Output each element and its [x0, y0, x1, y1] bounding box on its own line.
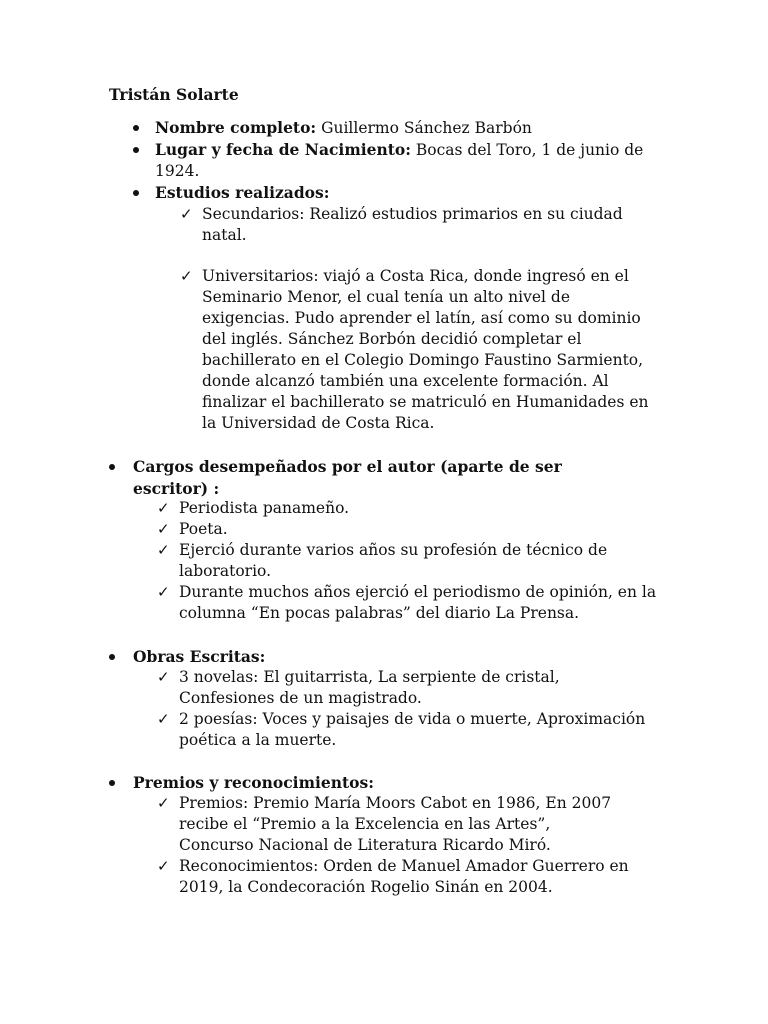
- cargos-item-text: Periodista panameño.: [179, 499, 350, 517]
- premios-item: [157, 856, 657, 898]
- cargos-item-text: Ejerció durante varios años su profesión de técnico de laboratorio.: [179, 541, 608, 580]
- premios-item: [157, 793, 657, 856]
- estudios-item-universitarios: [180, 266, 660, 434]
- premios-item-text: Premios: Premio María Moors Cabot en 1986, En 2007 recibe el “Premio a la Excelencia en las Artes”, Concurso Nacional de Literatura Ricardo Miró.: [179, 794, 612, 854]
- nombre-value: Guillermo Sánchez Barbón: [316, 119, 532, 137]
- estudios-text: Secundarios: Realizó estudios primarios en su ciudad natal.: [202, 205, 623, 244]
- checkmark-icon: ✓: [157, 668, 170, 686]
- lugar-label: Lugar y fecha de Nacimiento:: [155, 140, 411, 159]
- checkmark-icon: ✓: [157, 520, 170, 538]
- page-title: Tristán Solarte: [109, 85, 239, 104]
- estudios-text: Universitarios: viajó a Costa Rica, donde ingresó en el Seminario Menor, el cual tenía un alto nivel de exigencias. Pudo aprender el latín, así como su dominio del inglés. Sánchez Borbón decidió completar el bachillerato en el Colegio Domingo Faustino Sarmiento, donde alcanzó también una excelente formación. Al finalizar el bachillerato se matriculó en Humanidades en la Universidad de Costa Rica.: [202, 267, 649, 432]
- bullet-icon: [109, 654, 115, 660]
- list-item-lugar: [133, 139, 653, 182]
- obras-item-text: 2 poesías: Voces y paisajes de vida o muerte, Aproximación poética a la muerte.: [179, 710, 646, 749]
- checkmark-icon: ✓: [157, 794, 170, 812]
- checkmark-icon: ✓: [157, 710, 170, 728]
- list-item-estudios: [133, 182, 653, 204]
- obras-item-text: 3 novelas: El guitarrista, La serpiente de cristal, Confesiones de un magistrado.: [179, 668, 560, 707]
- checkmark-icon: ✓: [157, 583, 170, 601]
- cargos-item: [157, 498, 657, 519]
- list-item-obras: [109, 646, 629, 668]
- list-item-premios: [109, 772, 629, 794]
- list-item-nombre: [133, 117, 653, 139]
- cargos-label: Cargos desempeñados por el autor (aparte de ser escritor) :: [133, 457, 562, 498]
- lugar-value: Bocas del Toro, 1 de junio de 1924.: [155, 141, 644, 180]
- premios-item-text: Reconocimientos: Orden de Manuel Amador Guerrero en 2019, la Condecoración Rogelio Sinán en 2004.: [179, 857, 629, 896]
- cargos-item: [157, 582, 657, 624]
- nombre-label: Nombre completo:: [155, 118, 317, 137]
- estudios-item-secundarios: [180, 204, 660, 246]
- bullet-icon: [133, 190, 139, 196]
- cargos-item: [157, 540, 657, 582]
- obras-item: [157, 709, 657, 751]
- bullet-icon: [109, 464, 115, 470]
- bullet-icon: [133, 125, 139, 131]
- bullet-icon: [109, 780, 115, 786]
- cargos-item: [157, 519, 657, 540]
- cargos-item-text: Durante muchos años ejerció el periodismo de opinión, en la columna “En pocas palabras” del diario La Prensa.: [179, 583, 657, 622]
- checkmark-icon: ✓: [157, 857, 170, 875]
- cargos-item-text: Poeta.: [179, 520, 228, 538]
- obras-item: [157, 667, 657, 709]
- checkmark-icon: ✓: [180, 205, 193, 223]
- obras-label: Obras Escritas:: [133, 647, 266, 666]
- estudios-label: Estudios realizados:: [155, 183, 330, 202]
- checkmark-icon: ✓: [180, 267, 193, 285]
- checkmark-icon: ✓: [157, 499, 170, 517]
- bullet-icon: [133, 147, 139, 153]
- premios-label: Premios y reconocimientos:: [133, 773, 374, 792]
- checkmark-icon: ✓: [157, 541, 170, 559]
- list-item-cargos: [109, 456, 629, 500]
